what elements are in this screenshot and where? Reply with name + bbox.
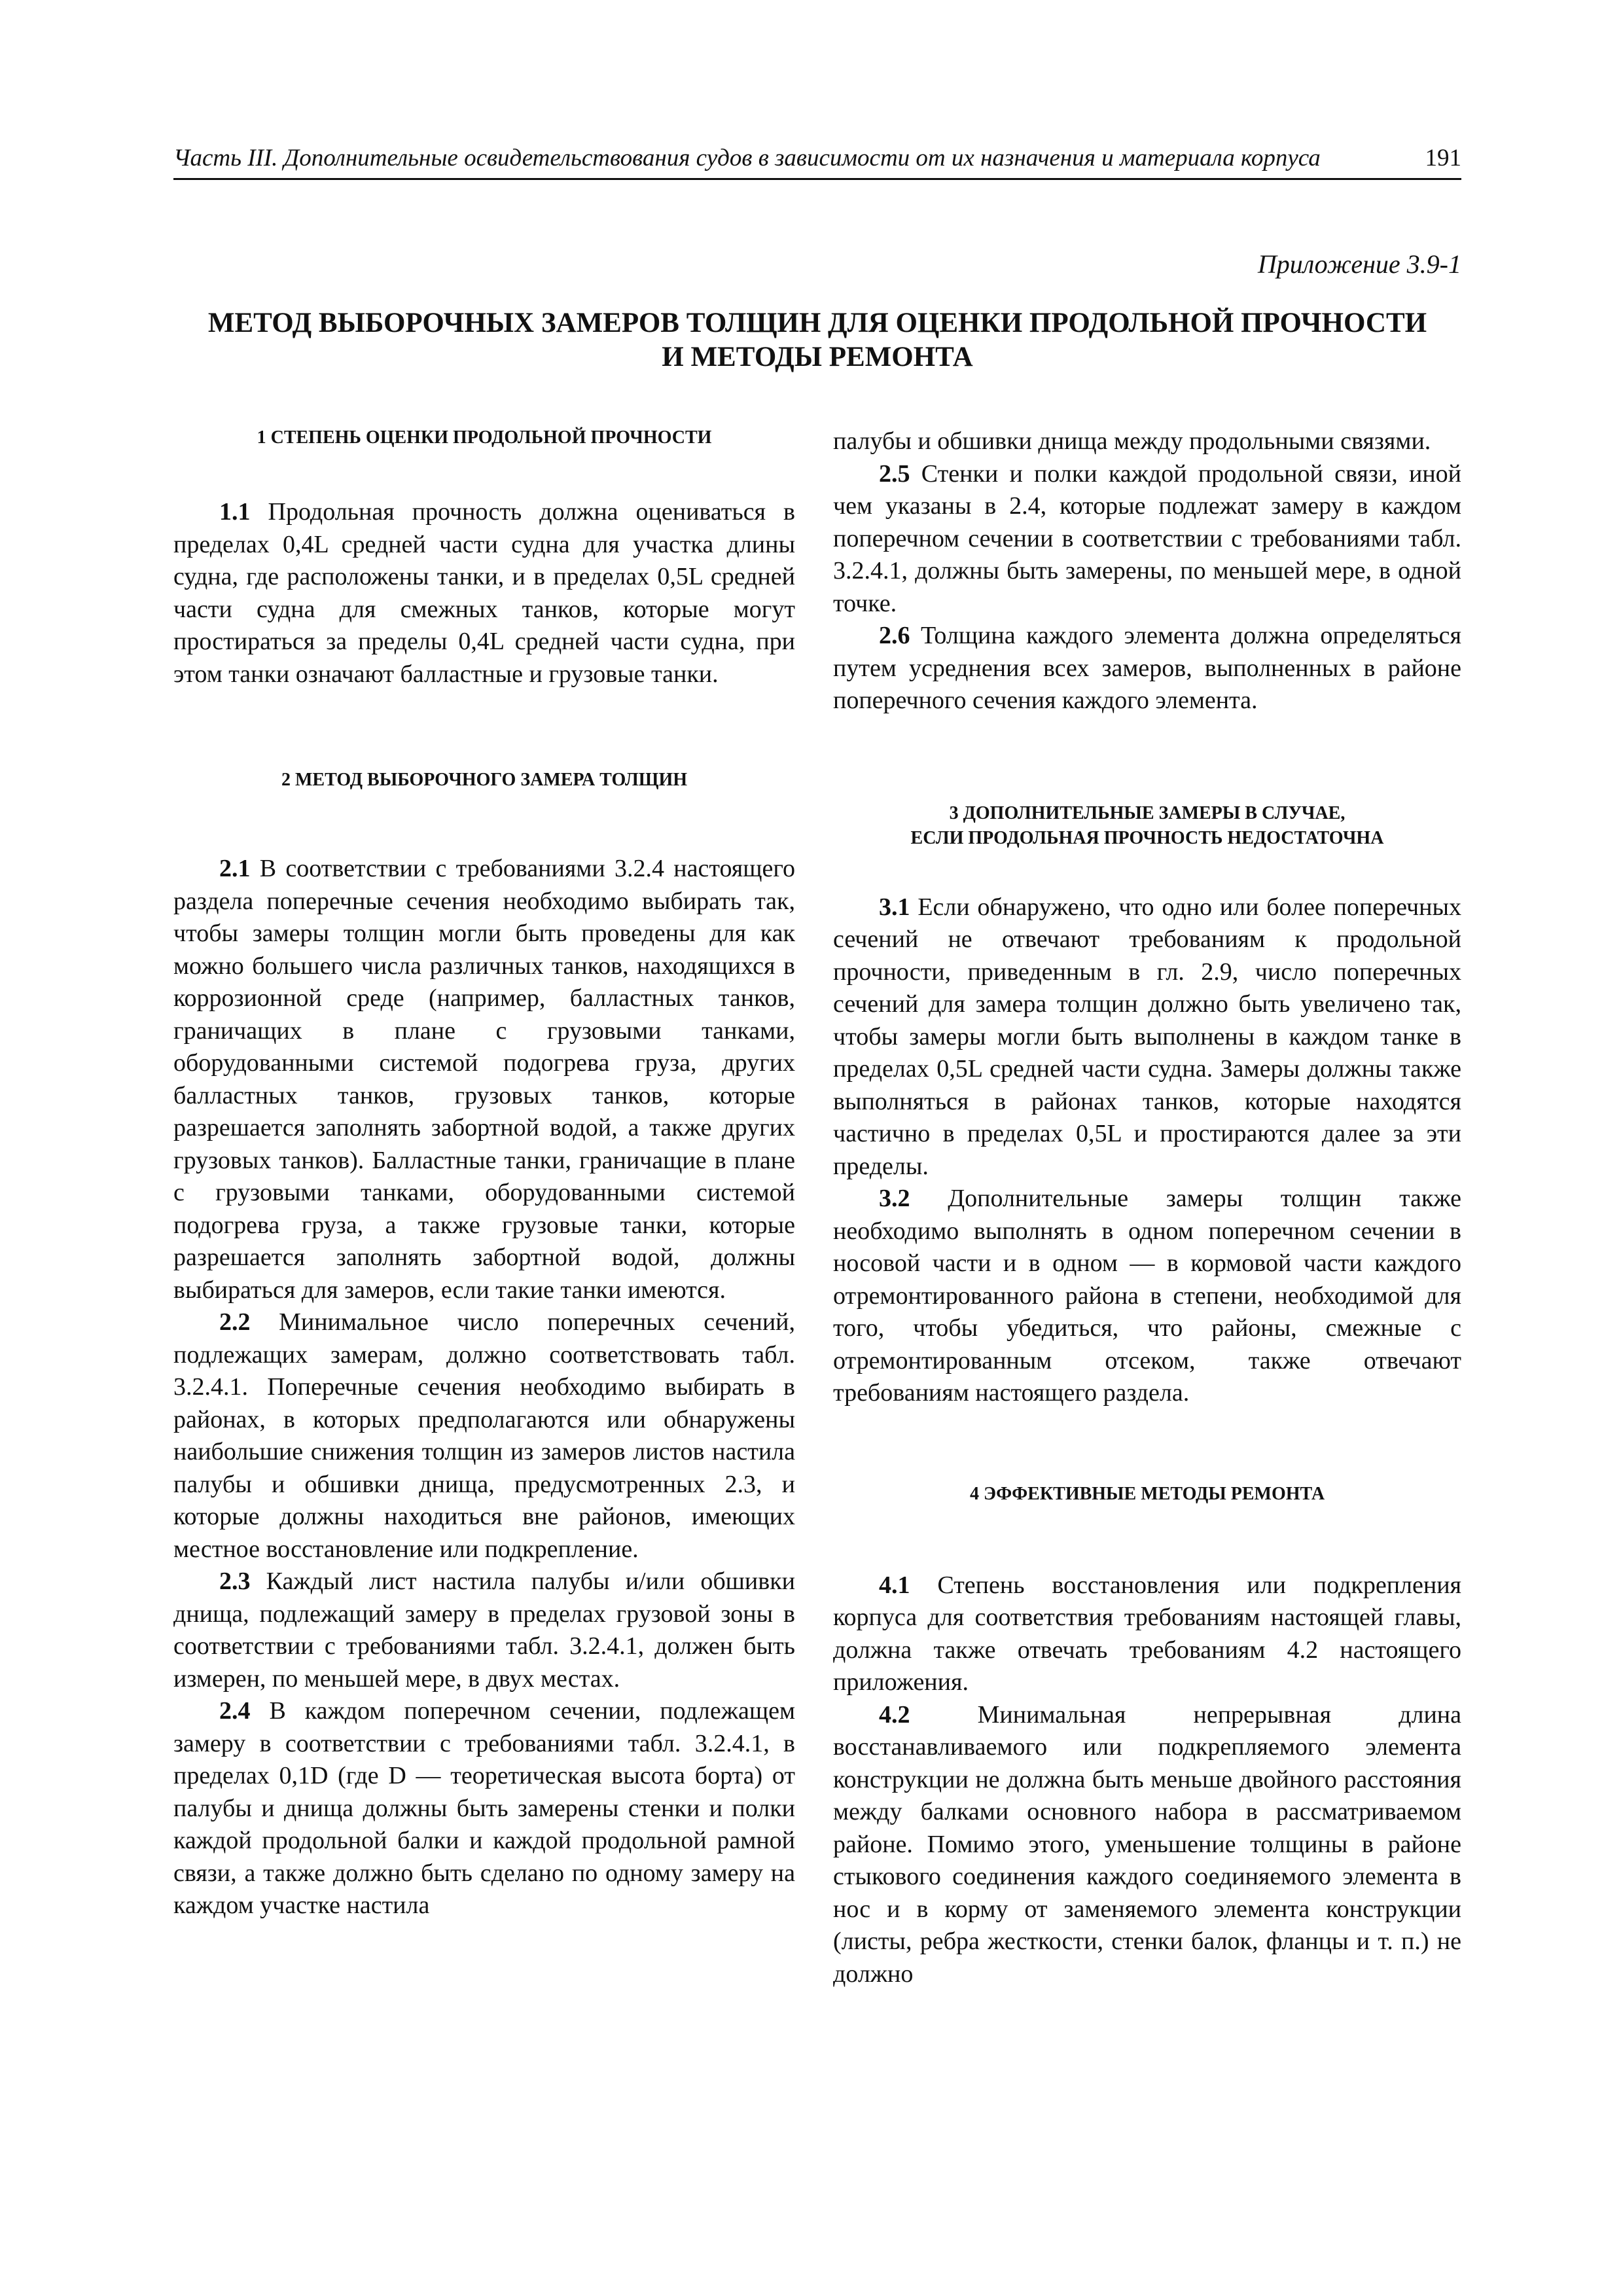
paragraph-number: 3.2 bbox=[879, 1185, 910, 1212]
paragraph-number: 2.2 bbox=[219, 1308, 251, 1336]
right-column bbox=[833, 425, 1461, 1990]
section-1-title: 1 СТЕПЕНЬ ОЦЕНКИ ПРОДОЛЬНОЙ ПРОЧНОСТИ bbox=[257, 427, 712, 448]
paragraph-text: Степень восстановления или подкрепления корпуса для соответствия требованиям настоящей главы, должна также отвечать требованиям 4.2 настоящего приложения. bbox=[833, 1571, 1462, 1696]
paragraph-text: Стенки и полки каждой продольной связи, иной чем указаны в 2.4, которые подлежат замеру в каждом поперечном сечении в соответствии с требованиями табл. 3.2.4.1, должны быть замерены, по меньшей мере, в одной точке. bbox=[833, 459, 1461, 617]
paragraph-number: 2.3 bbox=[219, 1568, 251, 1595]
section-3-title-line-1: 3 ДОПОЛНИТЕЛЬНЫЕ ЗАМЕРЫ В СЛУЧАЕ, bbox=[949, 802, 1346, 823]
paragraph-text: В каждом поперечном сечении, подлежащем замеру в соответствии с требованиями табл. 3.2.4.1, в пределах 0,1D (где D — теоретическая высота борта) от палубы и днища должны быть замерены стенки и полки каждой продольной балки и каждой продольной рамной связи, а также должно быть сделано по одному замеру на каждом участке настила bbox=[173, 1697, 795, 1919]
paragraph-4-2 bbox=[833, 1699, 1461, 1991]
section-2-title: 2 МЕТОД ВЫБОРОЧНОГО ЗАМЕРА ТОЛЩИН bbox=[281, 770, 688, 790]
document-title-line-1: МЕТОД ВЫБОРОЧНЫХ ЗАМЕРОВ ТОЛЩИН ДЛЯ ОЦЕНКИ ПРОДОЛЬНОЙ ПРОЧНОСТИ bbox=[207, 308, 1427, 338]
paragraph-3-2 bbox=[833, 1183, 1461, 1410]
paragraph-2-3 bbox=[173, 1566, 795, 1695]
paragraph-2-4-continued: палубы и обшивки днища между продольными связями. bbox=[833, 427, 1431, 455]
paragraph-number: 3.1 bbox=[879, 893, 910, 921]
running-header bbox=[173, 143, 1461, 180]
paragraph-text: Минимальное число поперечных сечений, подлежащих замерам, должно соответствовать табл. 3.2.4.1. Поперечные сечения необходимо выбирать в районах, в которых предполагаются или обнаружены наибольшие снижения толщин из замеров листов настила палубы и обшивки днища, предусмотренных 2.3, и которые должны находиться вне районов, имеющих местное восстановление или подкрепление. bbox=[173, 1308, 795, 1563]
page-number: 191 bbox=[1425, 145, 1461, 171]
paragraph-number: 2.6 bbox=[879, 622, 910, 649]
running-title: Часть III. Дополнительные освидетельствования судов в зависимости от их назначения и материала корпуса bbox=[173, 145, 1321, 171]
paragraph-text: Толщина каждого элемента должна определяться путем усреднения всех замеров, выполненных в районе поперечного сечения каждого элемента. bbox=[833, 622, 1461, 714]
appendix-label: Приложение 3.9-1 bbox=[1257, 249, 1461, 279]
paragraph-number: 1.1 bbox=[219, 498, 251, 526]
paragraph-number: 2.4 bbox=[219, 1697, 251, 1725]
document-title-line-2: И МЕТОДЫ РЕМОНТА bbox=[662, 342, 973, 372]
paragraph-2-1 bbox=[173, 853, 795, 1306]
paragraph-1-1 bbox=[173, 496, 795, 691]
paragraph-2-2 bbox=[173, 1306, 795, 1566]
paragraph-text: Дополнительные замеры толщин также необходимо выполнять в одном поперечном сечении в носовой части и в одном — в кормовой части каждого отремонтированного района в степени, необходимой для того, чтобы убедиться, что районы, смежные с отремонтированным отсеком, также отвечают требованиям настоящего раздела. bbox=[833, 1185, 1462, 1407]
paragraph-3-1 bbox=[833, 891, 1461, 1183]
paragraph-text: Минимальная непрерывная длина восстанавливаемого или подкрепляемого элемента конструкции не должна быть меньше двойного расстояния между балками основного набора в рассматриваемом районе. Помимо этого, уменьшение толщины в районе стыкового соединения каждого соединяемого элемента в нос и в корму от заменяемого элемента конструкции (листы, ребра жесткости, стенки балок, фланцы и т. п.) не должно bbox=[833, 1700, 1462, 1988]
paragraph-number: 2.5 bbox=[879, 459, 910, 488]
paragraph-text: Если обнаружено, что одно или более поперечных сечений не отвечают требованиям к продольной прочности, приведенным в гл. 2.9, число поперечных сечений для замера толщин должно быть увеличено так, чтобы замеры могли быть выполнены в каждом танке в пределах 0,5L средней части судна. Замеры должны также выполняться в районах танков, которые находятся частично в пределах 0,5L и простираются далее за эти пределы. bbox=[833, 893, 1462, 1180]
section-3-title-line-2: ЕСЛИ ПРОДОЛЬНАЯ ПРОЧНОСТЬ НЕДОСТАТОЧНА bbox=[910, 827, 1384, 848]
paragraph-number: 2.1 bbox=[219, 855, 251, 882]
paragraph-text: Продольная прочность должна оцениваться в пределах 0,4L средней части судна для участка длины судна, где расположены танки, и в пределах 0,5L средней части судна для смежных танков, которые могут простираться за пределы 0,4L средней части судна, при этом танки означают балластные и грузовые танки. bbox=[173, 498, 795, 688]
paragraph-number: 4.2 bbox=[879, 1700, 910, 1729]
section-3-title bbox=[833, 801, 1461, 851]
paragraph-text: Каждый лист настила палубы и/или обшивки днища, подлежащий замеру в пределах грузовой зоны в соответствии с требованиями табл. 3.2.4.1, должен быть измерен, по меньшей мере, в двух местах. bbox=[173, 1568, 795, 1693]
document-title bbox=[173, 306, 1461, 374]
section-4-title: 4 ЭФФЕКТИВНЫЕ МЕТОДЫ РЕМОНТА bbox=[969, 1483, 1325, 1504]
paragraph-number: 4.1 bbox=[879, 1571, 910, 1599]
paragraph-4-1 bbox=[833, 1570, 1461, 1699]
paragraph-2-6 bbox=[833, 620, 1461, 717]
left-column bbox=[173, 425, 795, 1922]
paragraph-2-4 bbox=[173, 1695, 795, 1922]
paragraph-text: В соответствии с требованиями 3.2.4 настоящего раздела поперечные сечения необходимо выбирать так, чтобы замеры толщин могли быть проведены для как можно большего числа различных танков, находящихся в коррозионной среде (например, балластных танков, граничащих в плане с грузовыми танками, оборудованными системой подогрева груза, других балластных танков, грузовых танков, которые разрешается заполнять забортной водой, а также других грузовых танков). Балластные танки, граничащие в плане с грузовыми танками, оборудованными системой подогрева груза, а также грузовые танки, которые разрешается заполнять забортной водой, должны выбираться для замеров, если такие танки имеются. bbox=[173, 855, 796, 1304]
paragraph-2-5 bbox=[833, 458, 1461, 620]
